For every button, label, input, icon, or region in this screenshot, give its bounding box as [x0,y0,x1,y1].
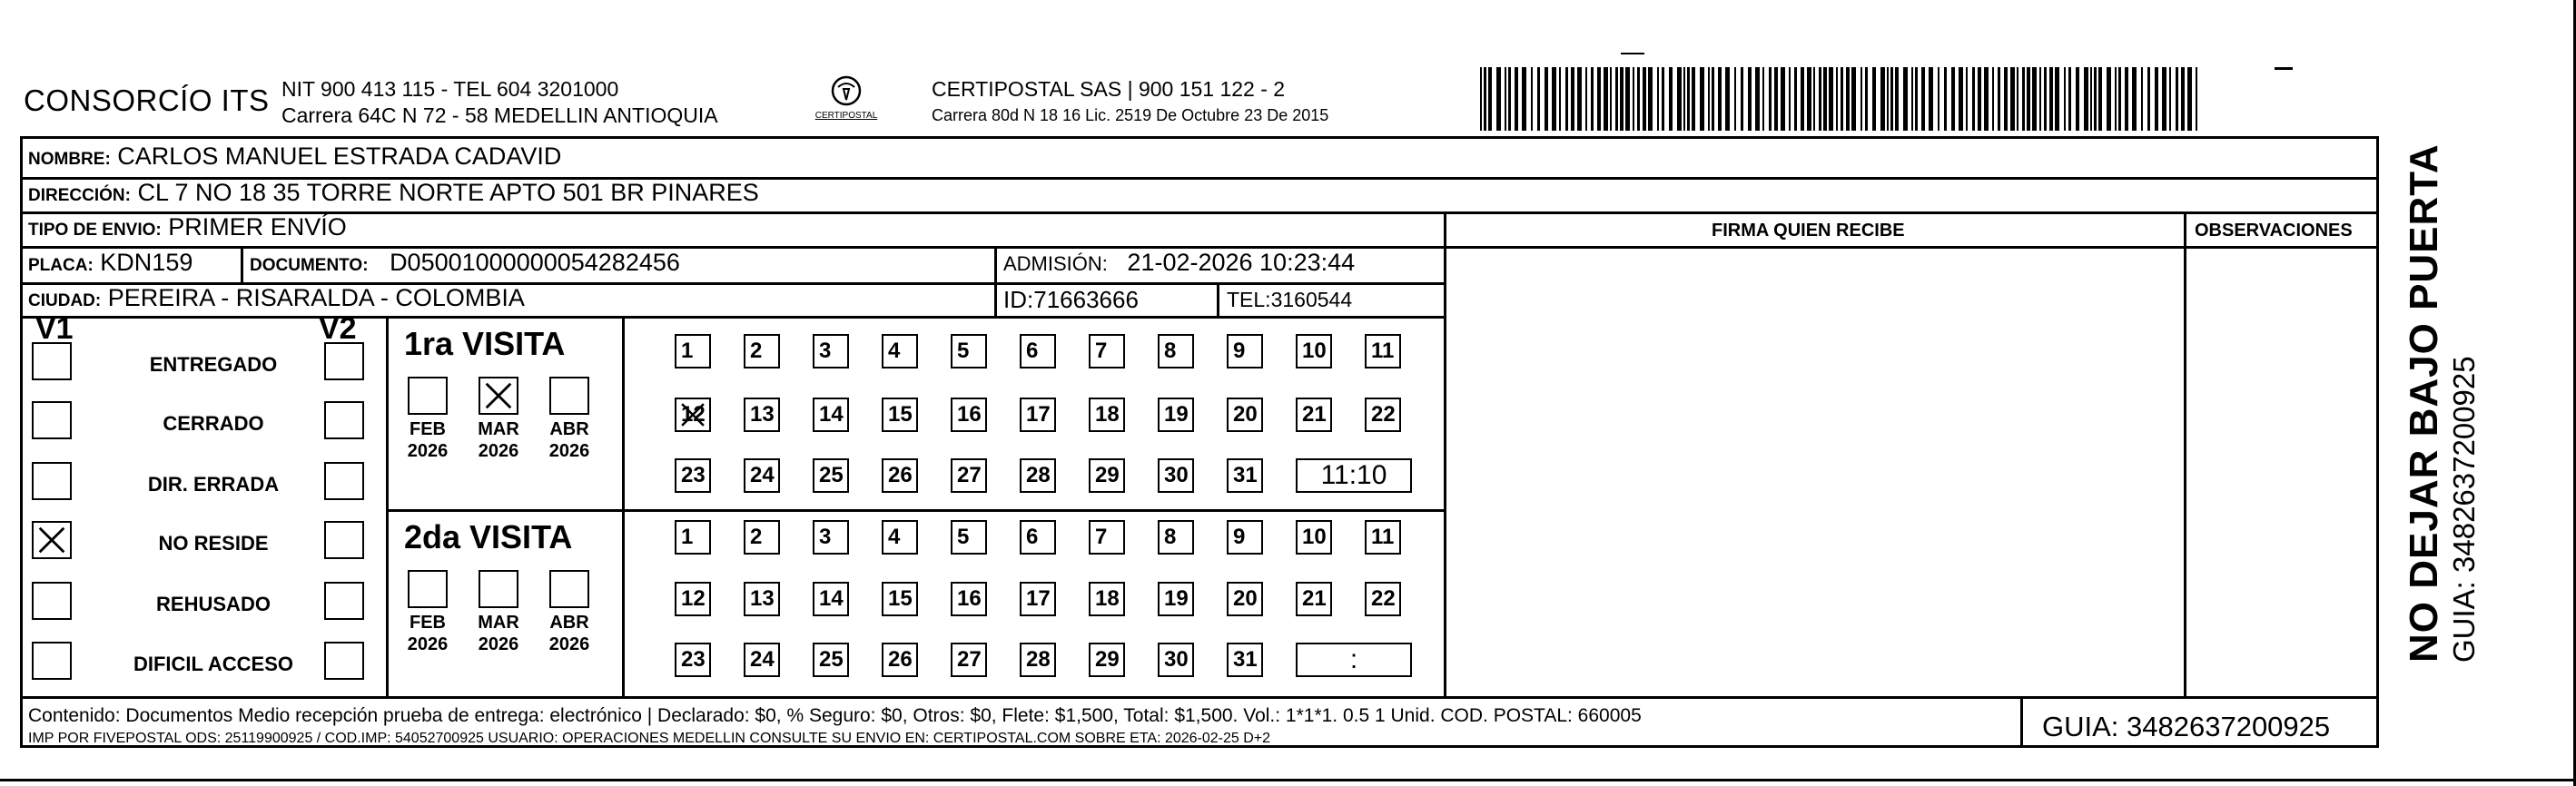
barcode-bar [1807,67,1811,131]
barcode-bar [1692,67,1695,131]
admision-label: ADMISIÓN: [1003,252,1108,275]
certipostal-logo [814,73,879,129]
day-box[interactable]: 14 [813,398,849,432]
year-label: 2026 [478,441,519,461]
day-box[interactable]: 31 [1227,643,1263,677]
day-box[interactable]: 23 [675,643,711,677]
barcode-bar [1687,67,1690,131]
day-box[interactable]: 5 [951,334,987,368]
tel-value: 3160544 [1270,288,1353,311]
barcode-bar [1585,67,1587,131]
delivery-form [20,136,2379,748]
year-label: 2026 [548,634,590,654]
carrier-nit: CERTIPOSTAL SAS | 900 151 122 - 2 [932,77,1286,101]
month-year-label [540,612,598,655]
status-label: NO RESIDE [158,532,269,555]
day-box[interactable]: 25 [813,458,849,493]
barcode-bar [2155,67,2158,131]
barcode-bar [1789,67,1791,131]
barcode-bar [1662,67,1664,131]
day-box[interactable]: 7 [1089,520,1125,555]
barcode-bar [2010,67,2015,131]
day-box[interactable]: 27 [951,458,987,493]
day-box[interactable]: 26 [882,458,918,493]
day-box[interactable]: 8 [1158,334,1194,368]
second-visit-title: 2da VISITA [404,518,573,555]
barcode-bar [1522,67,1526,131]
tel-row [1227,288,1352,312]
barcode-bar [1508,67,1511,131]
barcode-bar [2141,67,2143,131]
day-box[interactable]: 15 [882,398,918,432]
barcode-bar [1813,67,1815,131]
barcode-bar [1823,67,1827,131]
barcode-bar [1959,67,1963,131]
barcode-bar [1725,67,1730,131]
v2-checkbox[interactable] [324,342,364,380]
day-box[interactable]: 12 [675,582,711,616]
month-checkbox-feb[interactable] [408,570,448,608]
direccion-label: DIRECCIÓN: [28,186,131,205]
side-guia: GUIA: 3482637200925 [2447,356,2481,663]
day-box[interactable]: 15 [882,582,918,616]
month-year-label [469,418,528,462]
barcode-bar [2125,67,2128,131]
day-box[interactable]: 4 [882,520,918,555]
barcode-bar [1700,67,1704,131]
barcode-bar [1836,67,1838,131]
barcode-bar [1998,67,2000,131]
v2-checkbox[interactable] [324,462,364,500]
day-box[interactable]: 23 [675,458,711,493]
day-box[interactable]: 1 [675,334,711,368]
month-checkbox-mar[interactable] [479,377,518,415]
barcode-bar [1903,67,1908,131]
side-notice [2402,143,2482,663]
barcode-bar [1620,67,1624,131]
observaciones-header: OBSERVACIONES [2195,221,2353,241]
v2-checkbox[interactable] [324,642,364,680]
tipo-envio-value: PRIMER ENVÍO [168,213,347,241]
scan-mark [1621,53,1644,60]
tipo-envio-row [28,213,347,241]
day-box[interactable]: 18 [1089,398,1125,432]
barcode-bar [2132,67,2137,131]
day-box[interactable]: 6 [1020,334,1056,368]
month-checkbox-mar[interactable] [479,570,518,608]
direccion-value: CL 7 NO 18 35 TORRE NORTE APTO 501 BR PINARES [137,179,759,206]
month-year-label [399,418,457,462]
barcode-bar [2162,67,2166,131]
barcode-bar [2115,67,2117,131]
barcode-bar [1734,67,1736,131]
day-box[interactable]: 28 [1020,458,1056,493]
barcode-bar [1712,67,1714,131]
documento-row [250,249,680,277]
contenido-text: Contenido: Documentos Medio recepción prueba de entrega: electrónico | Declarado: $0, % Seguro: $0, Otros: $0, Flete: $1,500, Total: $1,500. Vol.: 1*1*1. 0.5 1 Unid. COD. POSTAL: 660005 [28,705,1642,726]
day-box[interactable]: 25 [813,643,849,677]
barcode-bar [1480,67,1482,131]
v1-checkbox[interactable] [32,462,72,500]
carrier-info [932,76,1328,129]
imp-text: IMP POR FIVEPOSTAL ODS: 25119900925 / COD.IMP: 54052700925 USUARIO: OPERACIONES MEDELLIN CONSULTE SU ENVIO EN: CERTIPOSTAL.COM SOBRE ETA: 2026-02-25 D+2 [28,731,1271,746]
status-label: REHUSADO [156,593,271,615]
barcode-bar [1571,67,1574,131]
barcode-bar [1846,67,1850,131]
v1-checkbox[interactable] [32,642,72,680]
barcode-bar [1841,67,1843,131]
barcode-bar [2098,67,2102,131]
guia-number: GUIA: 3482637200925 [2042,711,2331,742]
company-nit: NIT 900 413 115 - TEL 604 3201000 [281,77,619,101]
barcode-bar [1972,67,1975,131]
month-label: MAR [478,419,519,439]
page-edge [0,779,2576,781]
barcode-bar [1591,67,1594,131]
day-box[interactable]: 16 [951,398,987,432]
month-label: FEB [410,613,446,633]
year-label: 2026 [407,441,449,461]
day-box[interactable]: 16 [951,582,987,616]
id-row [1003,286,1139,314]
tel-label: TEL: [1227,288,1271,311]
day-box[interactable]: 13 [744,582,780,616]
barcode [1480,67,2202,131]
firma-header: FIRMA QUIEN RECIBE [1712,221,1905,241]
barcode-bar [1625,67,1630,131]
v2-header: V2 [319,311,357,346]
month-label: ABR [549,613,589,633]
day-box[interactable]: 11 [1365,334,1401,368]
day-box[interactable]: 13 [744,398,780,432]
barcode-bar [2044,67,2047,131]
time-box[interactable]: 11:10 [1296,458,1412,493]
v1-checkbox[interactable] [32,342,72,380]
nombre-label: NOMBRE: [28,150,111,169]
company-name: CONSORCÍO ITS [24,84,270,117]
month-label: ABR [549,419,589,439]
barcode-bar [1801,67,1804,131]
day-box[interactable]: 14 [813,582,849,616]
barcode-bar [1559,67,1561,131]
day-box[interactable]: 21 [1296,398,1332,432]
barcode-bar [1748,67,1752,131]
barcode-bar [1545,67,1548,131]
month-year-label [469,612,528,655]
barcode-bar [1677,67,1682,131]
barcode-bar [1488,67,1492,131]
barcode-bar [1911,67,1913,131]
barcode-bar [1577,67,1582,131]
barcode-bar [1872,67,1876,131]
day-box[interactable]: 6 [1020,520,1056,555]
barcode-bar [1938,67,1939,131]
status-label: ENTREGADO [149,353,278,376]
day-box[interactable]: 11 [1365,520,1401,555]
barcode-bar [1552,67,1556,131]
v1-checkbox[interactable] [32,582,72,620]
day-box[interactable]: 1 [675,520,711,555]
barcode-bar [1643,67,1646,131]
barcode-bar [1951,67,1955,131]
day-box[interactable]: 5 [951,520,987,555]
barcode-bar [2118,67,2121,131]
barcode-bar [2094,67,2097,131]
barcode-bar [1978,67,1981,131]
barcode-bar [2064,67,2066,131]
barcode-bar [1829,67,1833,131]
day-box[interactable]: 30 [1158,643,1194,677]
barcode-bar [2022,67,2025,131]
barcode-bar [1895,67,1899,131]
barcode-bar [1755,67,1760,131]
day-box[interactable]: 4 [882,334,918,368]
barcode-bar [1915,67,1918,131]
direccion-row [28,179,759,207]
barcode-bar [1565,67,1568,131]
day-box[interactable]: 28 [1020,643,1056,677]
status-label: DIFICIL ACCESO [133,653,293,675]
day-box[interactable]: 7 [1089,334,1125,368]
barcode-bar [1741,67,1743,131]
day-box[interactable]: 8 [1158,520,1194,555]
day-box[interactable]: 29 [1089,643,1125,677]
day-box[interactable]: 10 [1296,520,1332,555]
day-box[interactable]: 2 [744,520,780,555]
day-box[interactable]: 27 [951,643,987,677]
barcode-bar [1984,67,1989,131]
day-box[interactable]: 9 [1227,334,1263,368]
barcode-bar [2076,67,2079,131]
barcode-bar [1944,67,1947,131]
barcode-bar [1531,67,1533,131]
v1-checkbox[interactable] [32,521,72,559]
barcode-bar [1762,67,1764,131]
barcode-bar [2055,67,2059,131]
day-box[interactable]: 10 [1296,334,1332,368]
barcode-bar [1708,67,1710,131]
barcode-bar [2176,67,2178,131]
barcode-bar [1769,67,1772,131]
barcode-bar [1633,67,1634,131]
year-label: 2026 [478,634,519,654]
ciudad-value: PEREIRA - RISARALDA - COLOMBIA [107,284,525,311]
barcode-bar [2068,67,2071,131]
day-box[interactable]: 12 [675,398,711,432]
barcode-bar [1718,67,1722,131]
month-year-label [399,612,457,655]
admision-row [1003,249,1355,277]
tipo-envio-label: TIPO DE ENVIO: [28,221,162,240]
nombre-value: CARLOS MANUEL ESTRADA CADAVID [117,142,562,170]
company-address: Carrera 64C N 72 - 58 MEDELLIN ANTIOQUIA [281,103,718,127]
barcode-bar [2181,67,2185,131]
barcode-bar [1887,67,1889,131]
barcode-bar [2084,67,2088,131]
barcode-bar [1794,67,1797,131]
ciudad-label: CIUDAD: [28,291,102,310]
status-label: DIR. ERRADA [147,473,280,496]
v1-header: V1 [35,311,74,346]
barcode-bar [1819,67,1821,131]
no-dejar-warning: NO DEJAR BAJO PUERTA [2402,143,2446,663]
barcode-bar [2027,67,2030,131]
day-box[interactable]: 3 [813,334,849,368]
scan-mark [2275,67,2293,74]
day-box[interactable]: 3 [813,520,849,555]
day-box[interactable]: 22 [1365,398,1401,432]
barcode-bar [2004,67,2008,131]
company-info [281,76,718,129]
barcode-bar [1505,67,1506,131]
barcode-bar [1496,67,1501,131]
admision-value: 21-02-2026 10:23:44 [1127,249,1356,276]
barcode-bar [1966,67,1968,131]
day-box[interactable]: 26 [882,643,918,677]
carrier-license: Carrera 80d N 18 16 Lic. 2519 De Octubre 23 De 2015 [932,106,1329,124]
barcode-bar [1890,67,1893,131]
barcode-bar [2187,67,2192,131]
first-visit-title: 1ra VISITA [404,325,566,362]
day-box[interactable]: 21 [1296,582,1332,616]
barcode-bar [2090,67,2092,131]
day-box[interactable]: 17 [1020,398,1056,432]
month-checkbox-abr[interactable] [549,377,589,415]
barcode-bar [1597,67,1601,131]
barcode-bar [1929,67,1933,131]
id-label: ID: [1003,286,1034,313]
barcode-bar [1610,67,1612,131]
barcode-bar [1992,67,1994,131]
day-box[interactable]: 22 [1365,582,1401,616]
barcode-bar [1880,67,1885,131]
day-box[interactable]: 20 [1227,398,1263,432]
barcode-bar [2107,67,2111,131]
nombre-row [28,142,561,171]
day-box[interactable]: 30 [1158,458,1194,493]
barcode-bar [1921,67,1925,131]
barcode-bar [2147,67,2150,131]
ciudad-row [28,284,525,312]
barcode-bar [1637,67,1640,131]
barcode-bar [1648,67,1653,131]
day-box[interactable]: 18 [1089,582,1125,616]
day-box[interactable]: 24 [744,643,780,677]
day-box[interactable]: 31 [1227,458,1263,493]
day-box[interactable]: 2 [744,334,780,368]
year-label: 2026 [407,634,449,654]
documento-value: D05001000000054282456 [390,249,680,276]
month-checkbox-abr[interactable] [549,570,589,608]
barcode-bar [1657,67,1659,131]
barcode-bar [1604,67,1608,131]
barcode-bar [1515,67,1518,131]
barcode-bar [1774,67,1778,131]
month-year-label [540,418,598,462]
month-label: FEB [410,419,446,439]
barcode-bar [2039,67,2041,131]
placa-row [28,249,192,277]
barcode-bar [1615,67,1618,131]
documento-label: DOCUMENTO: [250,256,369,275]
day-box[interactable]: 19 [1158,582,1194,616]
barcode-bar [1851,67,1856,131]
barcode-bar [2196,67,2197,131]
month-checkbox-feb[interactable] [408,377,448,415]
day-box[interactable]: 24 [744,458,780,493]
day-box[interactable]: 9 [1227,520,1263,555]
barcode-bar [2032,67,2037,131]
barcode-bar [1683,67,1685,131]
barcode-bar [1537,67,1540,131]
placa-value: KDN159 [100,249,193,276]
barcode-bar [1865,67,1868,131]
barcode-bar [2169,67,2171,131]
year-label: 2026 [548,441,590,461]
status-label: CERRADO [163,412,264,435]
barcode-bar [1781,67,1785,131]
day-box[interactable]: 20 [1227,582,1263,616]
id-value: 71663666 [1033,286,1139,313]
barcode-bar [1860,67,1862,131]
time-box[interactable]: : [1296,643,1412,677]
v2-checkbox[interactable] [324,521,364,559]
day-box[interactable]: 17 [1020,582,1056,616]
day-box[interactable]: 29 [1089,458,1125,493]
barcode-bar [2049,67,2053,131]
day-box[interactable]: 19 [1158,398,1194,432]
barcode-bar [1484,67,1486,131]
month-label: MAR [478,613,519,633]
barcode-bar [1669,67,1673,131]
v2-checkbox[interactable] [324,582,364,620]
barcode-bar [2017,67,2018,131]
v2-checkbox[interactable] [324,401,364,439]
svg-text:CERTIPOSTAL: CERTIPOSTAL [814,111,878,121]
placa-label: PLACA: [28,256,94,275]
v1-checkbox[interactable] [32,401,72,439]
